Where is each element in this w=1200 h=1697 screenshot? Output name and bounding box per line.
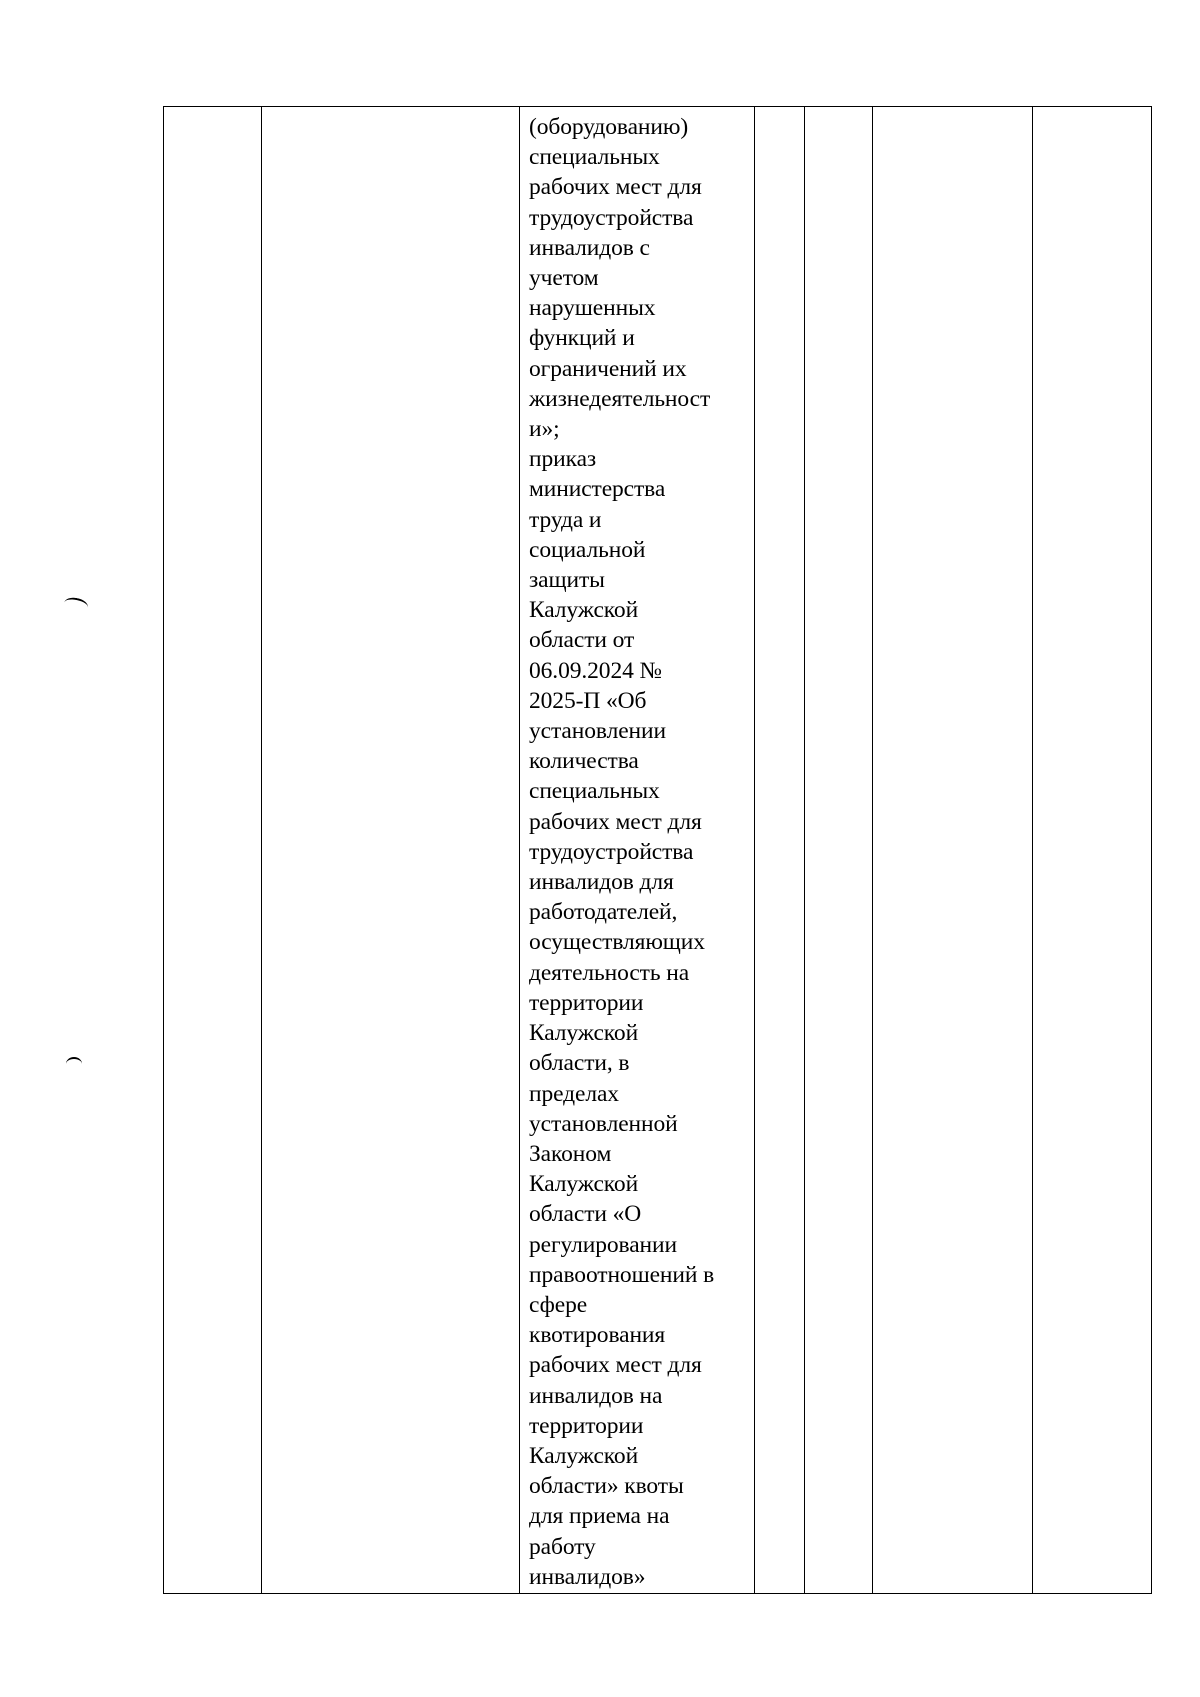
table-cell-1: [164, 107, 262, 1594]
cell-text: (оборудованию) специальных рабочих мест для трудоустройства инвалидов с учетом нарушенных функций и ограничений их жизнедеятельност и»; приказ министерства труда и социальной защиты Калужской области от 06.09.2024 № 2025-П «Об установлении количества специальных рабочих мест для трудоустройства инвалидов для работодателей, осуществляющих деятельность на территории Калужской области, в пределах установленной Законом Калужской области «О регулировании правоотношений в сфере квотирования рабочих мест для инвалидов на территории Калужской области» квоты для приема на работу инвалидов»: [529, 114, 715, 1590]
table-cell-6: [873, 107, 1033, 1594]
document-table: [163, 106, 1152, 1594]
table-cell-3: [520, 107, 755, 1594]
table-cell-5: [805, 107, 873, 1594]
table-cell-2: [262, 107, 520, 1594]
cell-text: [755, 107, 804, 112]
table-row: [164, 107, 1152, 1594]
cell-text: [164, 107, 261, 112]
cell-text: [805, 107, 872, 112]
cell-text: [1033, 107, 1151, 112]
table-cell-7: [1033, 107, 1152, 1594]
table-cell-4: [755, 107, 805, 1594]
cell-text: [873, 107, 1032, 112]
cell-text: [262, 107, 519, 112]
margin-mark: [66, 1057, 82, 1071]
margin-mark: [63, 596, 89, 615]
